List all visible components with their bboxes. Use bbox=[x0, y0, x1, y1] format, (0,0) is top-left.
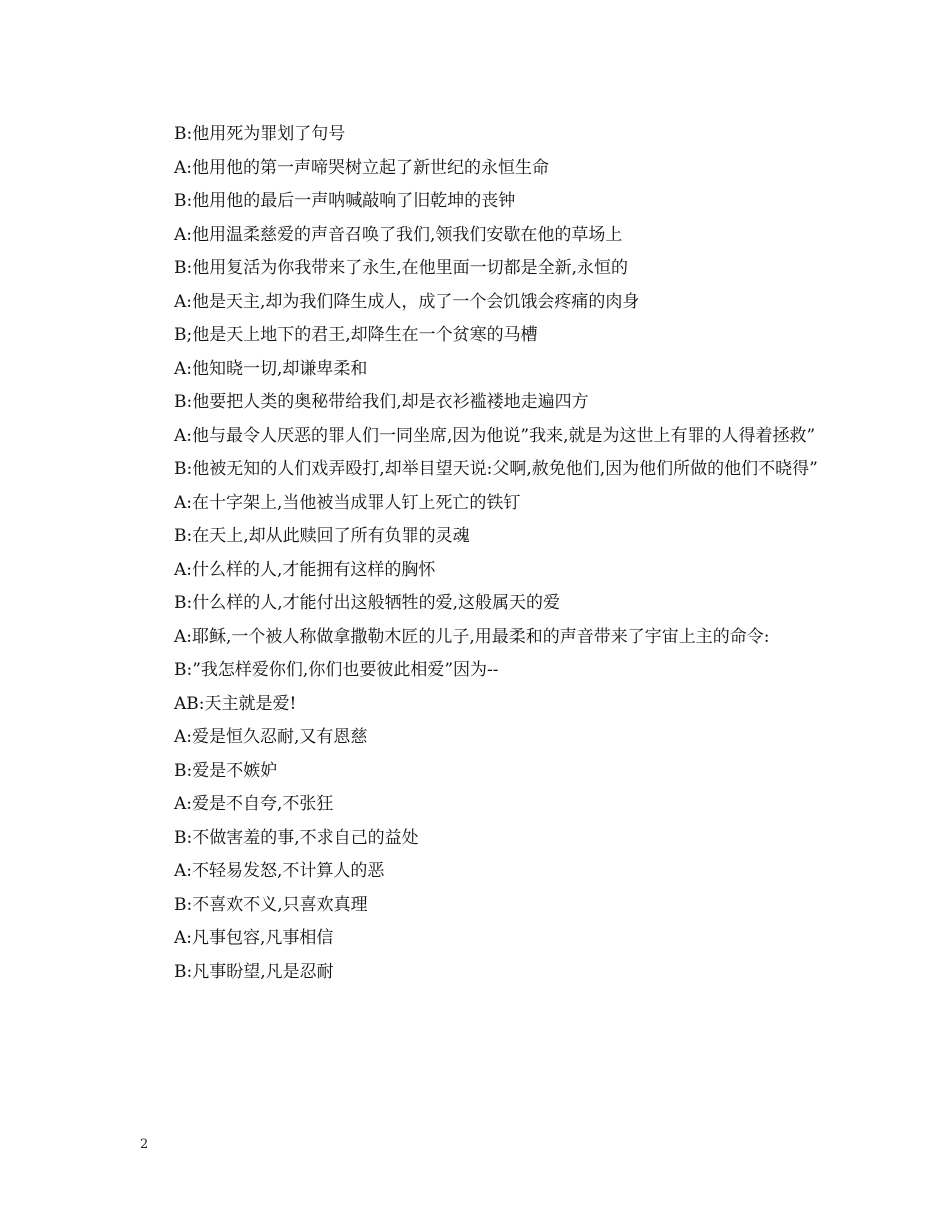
document-body bbox=[134, 118, 818, 989]
dialogue-line: B:他要把人类的奥秘带给我们,却是衣衫褴褛地走遍四方 bbox=[174, 392, 589, 412]
dialogue-line: B:爱是不嫉妒 bbox=[174, 760, 278, 781]
dialogue-line: B:在天上,却从此赎回了所有负罪的灵魂 bbox=[174, 526, 470, 546]
dialogue-line: A:他知晓一切,却谦卑柔和 bbox=[174, 358, 368, 379]
dialogue-line: A:他用温柔慈爱的声音召唤了我们,领我们安歇在他的草场上 bbox=[174, 224, 623, 245]
dialogue-line: B;他是天上地下的君王,却降生在一个贫寒的马槽 bbox=[174, 325, 538, 345]
page-number: 2 bbox=[140, 1137, 149, 1152]
dialogue-line: A:什么样的人,才能拥有这样的胸怀 bbox=[174, 559, 436, 580]
dialogue-line: AB:天主就是爱! bbox=[174, 693, 297, 714]
dialogue-line: B:不喜欢不义,只喜欢真理 bbox=[174, 894, 368, 915]
dialogue-line: B:凡事盼望,凡是忍耐 bbox=[174, 961, 334, 982]
dialogue-line: A:在十字架上,当他被当成罪人钉上死亡的铁钉 bbox=[174, 492, 521, 513]
dialogue-line: A:他与最令人厌恶的罪人们一同坐席,因为他说”我来,就是为这世上有罪的人得着拯救” bbox=[174, 425, 816, 446]
dialogue-line: A:他是天主,却为我们降生成人，成了一个会饥饿会疼痛的肉身 bbox=[174, 291, 640, 312]
dialogue-line: B:他用他的最后一声呐喊敲响了旧乾坤的丧钟 bbox=[174, 191, 516, 211]
dialogue-line: B:”我怎样爱你们,你们也要彼此相爱”因为-- bbox=[174, 660, 499, 680]
dialogue-line: A:爱是不自夸,不张狂 bbox=[174, 794, 334, 814]
dialogue-line: A:他用他的第一声啼哭树立起了新世纪的永恒生命 bbox=[174, 157, 550, 178]
dialogue-line: A:凡事包容,凡事相信 bbox=[174, 928, 334, 948]
dialogue-line: B:不做害羞的事,不求自己的益处 bbox=[174, 827, 419, 848]
dialogue-line: B:他用复活为你我带来了永生,在他里面一切都是全新,永恒的 bbox=[174, 258, 629, 278]
dialogue-line: B:他被无知的人们戏弄殴打,却举目望天说:父啊,赦免他们,因为他们所做的他们不晓得” bbox=[174, 459, 818, 479]
dialogue-line: B:他用死为罪划了句号 bbox=[174, 124, 346, 144]
dialogue-line: A:耶稣,一个被人称做拿撒勒木匠的儿子,用最柔和的声音带来了宇宙上主的命令: bbox=[174, 626, 770, 647]
dialogue-line: A:爱是恒久忍耐,又有恩慈 bbox=[174, 727, 368, 747]
dialogue-line: B:什么样的人,才能付出这般牺牲的爱,这般属天的爱 bbox=[174, 593, 561, 613]
dialogue-line: A:不轻易发怒,不计算人的恶 bbox=[174, 861, 385, 881]
